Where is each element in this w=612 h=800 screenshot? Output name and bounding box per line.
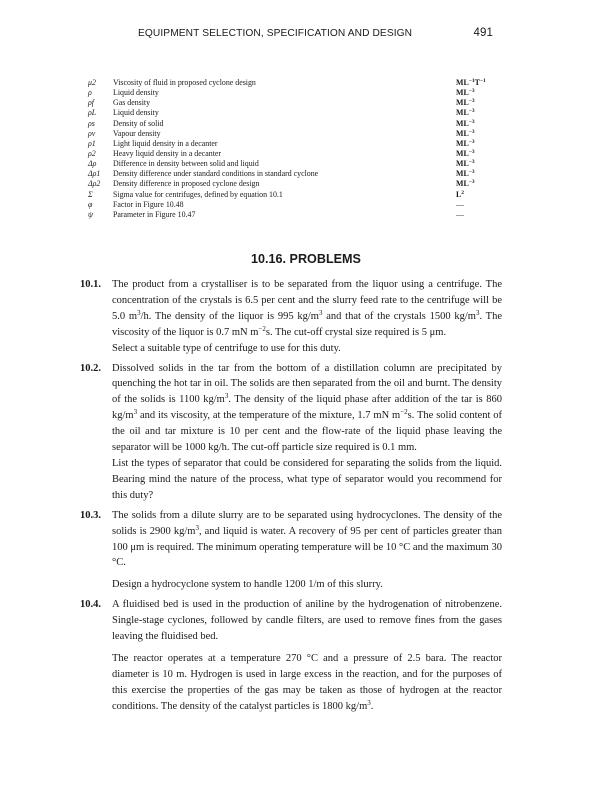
superscript: 3 xyxy=(133,408,138,417)
nomenclature-dimension: $ML^{-3}$ xyxy=(456,148,475,158)
nomenclature-row xyxy=(88,169,498,179)
nomenclature-dimension: — xyxy=(456,199,464,209)
problem-item xyxy=(80,277,502,357)
nomenclature-symbol: φ xyxy=(88,199,93,209)
nomenclature-symbol: ρs xyxy=(88,118,95,128)
nomenclature-symbol: Σ xyxy=(88,189,93,199)
nomenclature-description: Viscosity of fluid in proposed cyclone design xyxy=(113,78,256,87)
nomenclature-description: Liquid density xyxy=(113,88,159,98)
dimension-exponent: −3 xyxy=(468,98,475,105)
nomenclature-dimension: $ML^{-1}T^{-1}$ xyxy=(456,78,486,87)
section-title: 10.16. PROBLEMS xyxy=(251,252,361,266)
nomenclature-description: Density difference in proposed cyclone design xyxy=(113,179,260,189)
dimension-exponent: −1 xyxy=(468,78,475,84)
nomenclature-symbol: ρ1 xyxy=(88,138,96,148)
dimension-exponent: −3 xyxy=(468,148,475,155)
nomenclature-description: Vapour density xyxy=(113,128,161,138)
nomenclature-dimension: $ML^{-3}$ xyxy=(456,159,475,169)
nomenclature-dimension: $ML^{-3}$ xyxy=(456,138,475,148)
nomenclature-row xyxy=(88,179,498,189)
problem-number: 10.2. xyxy=(80,362,101,374)
dimension-exponent: −3 xyxy=(468,159,475,166)
nomenclature-dimension: $ML^{-3}$ xyxy=(456,128,475,138)
problem-number: 10.3. xyxy=(80,509,101,521)
nomenclature-description: Density of solid xyxy=(113,118,164,128)
nomenclature-symbol: Δρ xyxy=(88,159,97,169)
nomenclature-symbol: ρ xyxy=(88,88,92,98)
nomenclature-description: Density difference under standard conditions in standard cyclone xyxy=(113,169,319,179)
dimension-exponent: −3 xyxy=(468,179,475,186)
problem-item xyxy=(80,508,502,594)
nomenclature-row xyxy=(88,129,498,139)
problem-paragraph: List the types of separator that could be considered for separating the solids from the liquid. Bearing mind the nature of the process, what type of separator would you recommend for this duty? xyxy=(112,457,502,501)
dimension-exponent: −1 xyxy=(479,78,486,84)
superscript: 3 xyxy=(195,523,199,532)
nomenclature-row xyxy=(88,159,498,169)
nomenclature-dimension: $ML^{-3}$ xyxy=(456,108,475,118)
nomenclature-list xyxy=(88,78,498,220)
nomenclature-dimension: — xyxy=(456,209,464,219)
nomenclature-row xyxy=(88,149,498,159)
nomenclature-description: Light liquid density in a decanter xyxy=(113,138,218,148)
dimension-exponent: −3 xyxy=(468,138,475,145)
nomenclature-symbol: μ2 xyxy=(88,78,96,87)
problem-paragraph: The reactor operates at a temperature 270 °C and a pressure of 2.5 bara. The reactor diameter is 10 m. Hydrogen is used in large excess in the reaction, and for the purposes of this exercise the properties of the gas may be taken as those of hydrogen at the reactor conditions. The density of the catalyst particles is 1800 $kg/m^3$. xyxy=(112,652,502,712)
nomenclature-description: Sigma value for centrifuges, defined by equation 10.1 xyxy=(113,189,283,199)
nomenclature-symbol: Δρ1 xyxy=(88,169,101,179)
nomenclature-symbol: Δρ2 xyxy=(88,179,101,189)
dimension-exponent: −3 xyxy=(468,88,475,95)
problem-paragraph: The product from a crystalliser is to be separated from the liquor using a centrifuge. The concentration of the crystals is 6.5 per cent and the slurry feed rate to the centrifuge will be 5.0 $m^3/h$. The density of the liquor is 995 $kg/m^3$ and that of the crystals 1500 $kg/m^3$. The viscosity of the liquor is 0.7 mN $m^{-2}s$. The cut-off crystal size required is 5 μm. xyxy=(112,279,502,338)
dimension-exponent: −3 xyxy=(468,118,475,125)
nomenclature-row xyxy=(88,108,498,118)
nomenclature-row xyxy=(88,210,498,220)
nomenclature-row xyxy=(88,98,498,108)
nomenclature-description: Difference in density between solid and liquid xyxy=(113,159,259,169)
nomenclature-row xyxy=(88,88,498,98)
superscript: 3 xyxy=(137,308,141,317)
problem-paragraph: The solids from a dilute slurry are to be separated using hydrocyclones. The density of the solids is 2900 $kg/m^3$, and liquid is water. A recovery of 95 per cent of particles greater than 100 μm is required. The minimum operating temperature will be 10 °C and the maximum 30 °C. xyxy=(112,509,502,569)
running-header-title: EQUIPMENT SELECTION, SPECIFICATION AND DESIGN xyxy=(138,28,413,39)
nomenclature-description: Gas density xyxy=(113,98,151,108)
nomenclature-dimension: $ML^{-3}$ xyxy=(456,179,475,189)
nomenclature-row xyxy=(88,200,498,210)
superscript: −2 xyxy=(258,324,266,333)
nomenclature-dimension: $ML^{-3}$ xyxy=(456,88,475,98)
nomenclature-row xyxy=(88,139,498,149)
dimension-exponent: −3 xyxy=(468,128,475,135)
dimension-exponent: −3 xyxy=(468,169,475,176)
superscript: 3 xyxy=(224,392,229,401)
nomenclature-row xyxy=(88,190,498,200)
problem-number: 10.1. xyxy=(80,279,101,290)
nomenclature-description: Parameter in Figure 10.47 xyxy=(113,209,196,219)
nomenclature-row xyxy=(88,78,498,88)
problem-item xyxy=(80,361,502,504)
nomenclature-symbol: ρv xyxy=(88,128,96,138)
nomenclature-symbol: ψ xyxy=(88,209,93,219)
problem-paragraph: A fluidised bed is used in the production of aniline by the hydrogenation of nitrobenzene. Single-stage cyclones, followed by candle filters, are used to remove fines from the gases leaving the fluidised bed. xyxy=(112,599,502,643)
dimension-exponent: −3 xyxy=(468,108,475,115)
nomenclature-dimension: $ML^{-3}$ xyxy=(456,169,475,179)
problem-paragraph: Design a hydrocyclone system to handle 1200 1/m of this slurry. xyxy=(112,579,383,591)
nomenclature-symbol: ρf xyxy=(88,98,94,108)
nomenclature-dimension: $ML^{-3}$ xyxy=(456,118,475,128)
nomenclature-description: Heavy liquid density in a decanter xyxy=(113,148,222,158)
nomenclature-symbol: ρL xyxy=(88,108,97,118)
problem-item xyxy=(80,597,502,714)
superscript: 3 xyxy=(318,308,323,317)
nomenclature-description: Liquid density xyxy=(113,108,159,118)
nomenclature-dimension: $ML^{-3}$ xyxy=(456,98,475,108)
problem-paragraph: Select a suitable type of centrifuge to use for this duty. xyxy=(112,342,341,354)
nomenclature-symbol: ρ2 xyxy=(88,148,96,158)
superscript: −2 xyxy=(400,408,408,417)
nomenclature-dimension: $L^2$ xyxy=(456,189,465,199)
page-number: 491 xyxy=(473,27,493,39)
superscript: 3 xyxy=(475,308,480,317)
problems-list xyxy=(80,277,502,715)
problem-paragraph: Dissolved solids in the tar from the bottom of a distillation column are precipitated by quenching the hot tar in oil. The solids are then separated from the oil and burnt. The density of the solids is 1100 $kg/m^3$. The density of the liquid phase after addition of the tar is 860 $kg/m^3$ and its viscosity, at the temperature of the mixture, 1.7 mN $m^{-2}s$. The solid content of the oil and tar mixture is 10 per cent and the flow-rate of the liquid phase leaving the separator will be 1000 kg/h. The cut-off particle size required is 0.1 mm. xyxy=(112,362,502,454)
dimension-exponent: 2 xyxy=(461,189,465,196)
superscript: 3 xyxy=(367,698,371,707)
nomenclature-description: Factor in Figure 10.48 xyxy=(113,199,184,209)
problem-number: 10.4. xyxy=(80,599,101,611)
nomenclature-row xyxy=(88,119,498,129)
